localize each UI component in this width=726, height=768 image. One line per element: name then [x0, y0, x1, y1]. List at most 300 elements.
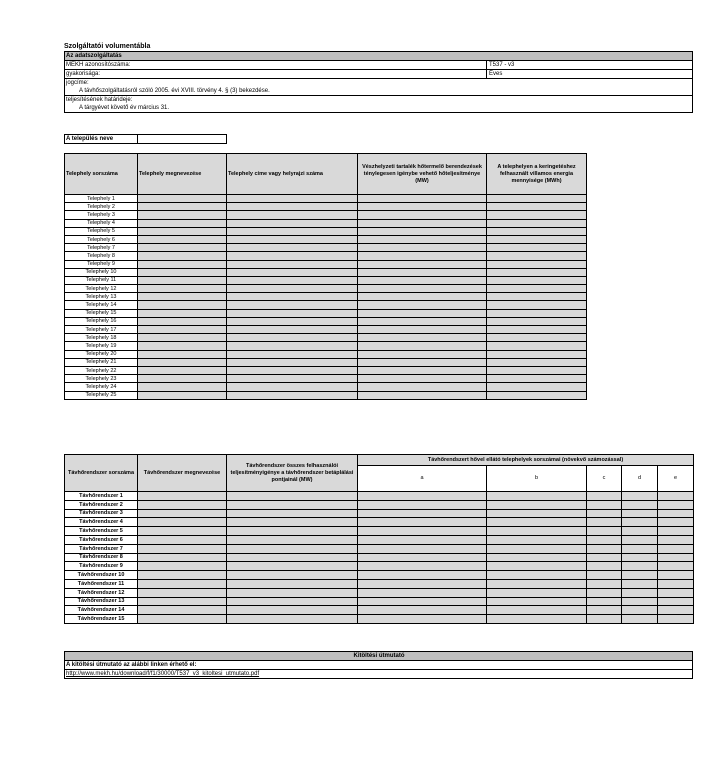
mekh-id-label: MEKH azonosítószáma: — [66, 62, 131, 68]
site-input-cell[interactable] — [358, 366, 487, 374]
col-circulation-energy: A telephelyen a keringetéshez felhasznált villamos energia mennyisége (MWh) — [487, 154, 587, 195]
site-number-cell: Telephely 24 — [65, 383, 138, 391]
system-input-cell[interactable] — [587, 535, 622, 544]
system-input-cell[interactable] — [487, 535, 587, 544]
system-input-cell[interactable] — [487, 544, 587, 553]
system-input-cell[interactable] — [622, 535, 658, 544]
system-number-cell: Távhőrendszer 14 — [65, 606, 138, 615]
system-number-cell: Távhőrendszer 4 — [65, 518, 138, 527]
site-number-cell: Telephely 7 — [65, 244, 138, 252]
site-input-cell[interactable] — [358, 358, 487, 366]
system-input-cell[interactable] — [138, 535, 227, 544]
system-input-cell[interactable] — [227, 571, 358, 580]
system-input-cell[interactable] — [658, 509, 694, 518]
site-input-cell[interactable] — [227, 285, 358, 293]
system-number-cell: Távhőrendszer 5 — [65, 527, 138, 536]
system-input-cell[interactable] — [587, 571, 622, 580]
system-input-cell[interactable] — [487, 518, 587, 527]
system-input-cell[interactable] — [358, 597, 487, 606]
site-input-cell[interactable] — [358, 383, 487, 391]
system-input-cell[interactable] — [658, 500, 694, 509]
system-row — [65, 597, 694, 606]
col-system-demand: Távhőrendszer összes felhasználói teljesítményigénye a távhőrendszer betáplálási pontjainál (MW) — [227, 455, 358, 492]
site-input-cell[interactable] — [487, 350, 587, 358]
site-row — [65, 211, 587, 219]
site-input-cell[interactable] — [358, 244, 487, 252]
system-input-cell[interactable] — [227, 518, 358, 527]
site-input-cell[interactable] — [487, 309, 587, 317]
system-input-cell[interactable] — [487, 597, 587, 606]
system-input-cell[interactable] — [658, 553, 694, 562]
frequency-value: Éves — [486, 70, 502, 78]
mekh-id-value: T537 - v3 — [486, 61, 514, 69]
system-input-cell[interactable] — [658, 518, 694, 527]
system-input-cell[interactable] — [622, 571, 658, 580]
site-input-cell[interactable] — [227, 227, 358, 235]
col-site-address: Telephely címe vagy helyrajzi száma — [227, 154, 358, 195]
site-number-cell: Telephely 18 — [65, 334, 138, 342]
system-number-cell: Távhőrendszer 11 — [65, 579, 138, 588]
site-row — [65, 260, 587, 268]
system-input-cell[interactable] — [587, 597, 622, 606]
site-row — [65, 326, 587, 334]
site-input-cell[interactable] — [138, 358, 227, 366]
system-input-cell[interactable] — [138, 571, 227, 580]
site-input-cell[interactable] — [138, 285, 227, 293]
site-number-cell: Telephely 17 — [65, 326, 138, 334]
system-input-cell[interactable] — [227, 588, 358, 597]
site-input-cell[interactable] — [487, 235, 587, 243]
site-input-cell[interactable] — [227, 203, 358, 211]
system-input-cell[interactable] — [622, 553, 658, 562]
system-input-cell[interactable] — [487, 553, 587, 562]
site-input-cell[interactable] — [138, 326, 227, 334]
system-input-cell[interactable] — [358, 500, 487, 509]
site-number-cell: Telephely 11 — [65, 276, 138, 284]
site-input-cell[interactable] — [227, 326, 358, 334]
system-input-cell[interactable] — [487, 588, 587, 597]
instructions-text: A kitöltési útmutató az alábbi linken érhető el: — [65, 661, 692, 670]
system-input-cell[interactable] — [227, 535, 358, 544]
site-row — [65, 309, 587, 317]
site-input-cell[interactable] — [138, 244, 227, 252]
system-input-cell[interactable] — [622, 492, 658, 501]
site-input-cell[interactable] — [358, 235, 487, 243]
site-number-cell: Telephely 13 — [65, 293, 138, 301]
site-number-cell: Telephely 6 — [65, 235, 138, 243]
system-input-cell[interactable] — [138, 606, 227, 615]
site-input-cell[interactable] — [487, 301, 587, 309]
site-row — [65, 383, 587, 391]
system-input-cell[interactable] — [358, 562, 487, 571]
site-number-cell: Telephely 21 — [65, 358, 138, 366]
system-input-cell[interactable] — [587, 579, 622, 588]
site-number-cell: Telephely 20 — [65, 350, 138, 358]
site-input-cell[interactable] — [487, 268, 587, 276]
info-block — [64, 51, 693, 113]
system-input-cell[interactable] — [358, 588, 487, 597]
system-input-cell[interactable] — [587, 518, 622, 527]
info-header: Az adatszolgáltatás — [65, 52, 692, 61]
system-row — [65, 527, 694, 536]
system-input-cell[interactable] — [227, 562, 358, 571]
site-input-cell[interactable] — [138, 211, 227, 219]
system-input-cell[interactable] — [358, 615, 487, 624]
sub-col-b: b — [487, 466, 587, 492]
site-row — [65, 285, 587, 293]
site-input-cell[interactable] — [487, 260, 587, 268]
system-input-cell[interactable] — [622, 509, 658, 518]
site-input-cell[interactable] — [138, 203, 227, 211]
site-input-cell[interactable] — [487, 293, 587, 301]
site-input-cell[interactable] — [138, 268, 227, 276]
sub-col-c: c — [587, 466, 622, 492]
site-input-cell[interactable] — [487, 276, 587, 284]
settlement-label: A település neve — [66, 136, 114, 142]
deadline-value: A tárgyévet követő év március 31. — [79, 105, 170, 111]
system-input-cell[interactable] — [658, 571, 694, 580]
site-input-cell[interactable] — [227, 260, 358, 268]
system-input-cell[interactable] — [622, 544, 658, 553]
site-row — [65, 203, 587, 211]
site-input-cell[interactable] — [138, 235, 227, 243]
system-number-cell: Távhőrendszer 15 — [65, 615, 138, 624]
site-input-cell[interactable] — [138, 342, 227, 350]
system-input-cell[interactable] — [358, 579, 487, 588]
sub-col-e: e — [658, 466, 694, 492]
site-input-cell[interactable] — [227, 219, 358, 227]
system-input-cell[interactable] — [138, 492, 227, 501]
site-row — [65, 375, 587, 383]
site-input-cell[interactable] — [227, 366, 358, 374]
system-input-cell[interactable] — [138, 588, 227, 597]
site-input-cell[interactable] — [138, 293, 227, 301]
system-input-cell[interactable] — [587, 492, 622, 501]
site-row — [65, 317, 587, 325]
site-input-cell[interactable] — [138, 252, 227, 260]
system-input-cell[interactable] — [487, 571, 587, 580]
system-input-cell[interactable] — [138, 579, 227, 588]
site-input-cell[interactable] — [227, 334, 358, 342]
site-input-cell[interactable] — [138, 366, 227, 374]
system-input-cell[interactable] — [138, 509, 227, 518]
system-input-cell[interactable] — [622, 527, 658, 536]
system-input-cell[interactable] — [658, 544, 694, 553]
site-input-cell[interactable] — [227, 268, 358, 276]
site-input-cell[interactable] — [487, 203, 587, 211]
legal-basis-label: jogcíme: — [66, 80, 89, 86]
system-input-cell[interactable] — [138, 553, 227, 562]
system-input-cell[interactable] — [227, 606, 358, 615]
system-input-cell[interactable] — [658, 579, 694, 588]
system-input-cell[interactable] — [622, 562, 658, 571]
site-row — [65, 350, 587, 358]
site-row — [65, 268, 587, 276]
site-row — [65, 235, 587, 243]
site-number-cell: Telephely 9 — [65, 260, 138, 268]
systems-header-row — [65, 455, 694, 466]
system-input-cell[interactable] — [227, 579, 358, 588]
system-row — [65, 544, 694, 553]
site-input-cell[interactable] — [227, 276, 358, 284]
system-input-cell[interactable] — [358, 535, 487, 544]
system-number-cell: Távhőrendszer 7 — [65, 544, 138, 553]
system-input-cell[interactable] — [622, 500, 658, 509]
system-input-cell[interactable] — [587, 562, 622, 571]
system-row — [65, 500, 694, 509]
system-input-cell[interactable] — [227, 615, 358, 624]
system-input-cell[interactable] — [358, 553, 487, 562]
system-input-cell[interactable] — [227, 553, 358, 562]
site-row — [65, 276, 587, 284]
site-input-cell[interactable] — [358, 260, 487, 268]
site-input-cell[interactable] — [358, 342, 487, 350]
system-input-cell[interactable] — [658, 492, 694, 501]
system-input-cell[interactable] — [622, 615, 658, 624]
mekh-id-row — [65, 61, 692, 70]
site-input-cell[interactable] — [487, 358, 587, 366]
site-input-cell[interactable] — [358, 219, 487, 227]
site-input-cell[interactable] — [487, 219, 587, 227]
site-row — [65, 301, 587, 309]
deadline-label: teljesítésének határideje: — [66, 97, 133, 103]
system-row — [65, 588, 694, 597]
system-input-cell[interactable] — [658, 606, 694, 615]
site-input-cell[interactable] — [358, 301, 487, 309]
site-input-cell[interactable] — [358, 227, 487, 235]
site-input-cell[interactable] — [487, 391, 587, 399]
col-system-name: Távhőrendszer megnevezése — [138, 455, 227, 492]
site-number-cell: Telephely 5 — [65, 227, 138, 235]
site-input-cell[interactable] — [487, 252, 587, 260]
site-input-cell[interactable] — [487, 342, 587, 350]
system-input-cell[interactable] — [227, 597, 358, 606]
site-input-cell[interactable] — [358, 203, 487, 211]
system-input-cell[interactable] — [622, 588, 658, 597]
system-input-cell[interactable] — [358, 571, 487, 580]
site-number-cell: Telephely 19 — [65, 342, 138, 350]
site-input-cell[interactable] — [227, 211, 358, 219]
site-input-cell[interactable] — [358, 309, 487, 317]
system-input-cell[interactable] — [138, 518, 227, 527]
site-input-cell[interactable] — [487, 195, 587, 203]
system-input-cell[interactable] — [587, 553, 622, 562]
system-input-cell[interactable] — [227, 544, 358, 553]
site-input-cell[interactable] — [227, 244, 358, 252]
site-input-cell[interactable] — [138, 375, 227, 383]
site-row — [65, 244, 587, 252]
system-input-cell[interactable] — [138, 527, 227, 536]
system-input-cell[interactable] — [622, 518, 658, 527]
system-input-cell[interactable] — [587, 509, 622, 518]
site-number-cell: Telephely 23 — [65, 375, 138, 383]
site-number-cell: Telephely 22 — [65, 366, 138, 374]
site-input-cell[interactable] — [487, 285, 587, 293]
site-input-cell[interactable] — [487, 383, 587, 391]
frequency-label: gyakorisága: — [66, 71, 101, 77]
system-number-cell: Távhőrendszer 9 — [65, 562, 138, 571]
col-system-number: Távhőrendszer sorszáma — [65, 455, 138, 492]
system-input-cell[interactable] — [658, 535, 694, 544]
site-input-cell[interactable] — [138, 317, 227, 325]
site-input-cell[interactable] — [487, 375, 587, 383]
system-number-cell: Távhőrendszer 13 — [65, 597, 138, 606]
col-site-number: Telephely sorszáma — [65, 154, 138, 195]
system-input-cell[interactable] — [358, 544, 487, 553]
settlement-input[interactable] — [137, 135, 226, 143]
sub-col-d: d — [622, 466, 658, 492]
system-input-cell[interactable] — [487, 492, 587, 501]
system-input-cell[interactable] — [658, 597, 694, 606]
site-number-cell: Telephely 16 — [65, 317, 138, 325]
system-input-cell[interactable] — [587, 615, 622, 624]
site-input-cell[interactable] — [487, 211, 587, 219]
site-number-cell: Telephely 25 — [65, 391, 138, 399]
site-row — [65, 195, 587, 203]
system-input-cell[interactable] — [587, 588, 622, 597]
system-input-cell[interactable] — [658, 562, 694, 571]
system-row — [65, 615, 694, 624]
sub-col-a: a — [358, 466, 487, 492]
system-row — [65, 606, 694, 615]
site-input-cell[interactable] — [138, 391, 227, 399]
system-input-cell[interactable] — [487, 527, 587, 536]
site-input-cell[interactable] — [358, 375, 487, 383]
system-input-cell[interactable] — [622, 597, 658, 606]
system-input-cell[interactable] — [587, 606, 622, 615]
site-input-cell[interactable] — [358, 391, 487, 399]
site-number-cell: Telephely 4 — [65, 219, 138, 227]
site-input-cell[interactable] — [227, 317, 358, 325]
system-input-cell[interactable] — [487, 606, 587, 615]
site-input-cell[interactable] — [358, 350, 487, 358]
site-input-cell[interactable] — [138, 276, 227, 284]
site-row — [65, 391, 587, 399]
system-input-cell[interactable] — [138, 597, 227, 606]
system-input-cell[interactable] — [487, 579, 587, 588]
site-input-cell[interactable] — [138, 350, 227, 358]
system-row — [65, 553, 694, 562]
legal-basis-value: A távhőszolgáltatásról szóló 2005. évi XVIII. törvény 4. § (3) bekezdése. — [65, 87, 692, 96]
site-input-cell[interactable] — [138, 227, 227, 235]
system-input-cell[interactable] — [227, 527, 358, 536]
site-row — [65, 293, 587, 301]
site-input-cell[interactable] — [138, 383, 227, 391]
site-input-cell[interactable] — [227, 293, 358, 301]
site-input-cell[interactable] — [227, 350, 358, 358]
site-input-cell[interactable] — [138, 334, 227, 342]
site-input-cell[interactable] — [358, 211, 487, 219]
site-input-cell[interactable] — [138, 219, 227, 227]
site-input-cell[interactable] — [358, 195, 487, 203]
site-input-cell[interactable] — [227, 358, 358, 366]
system-number-cell: Távhőrendszer 3 — [65, 509, 138, 518]
site-input-cell[interactable] — [227, 309, 358, 317]
instructions-link[interactable]: http://www.mekh.hu/download/f/f1/30000/T537_v3_kitoltesi_utmutato.pdf — [66, 671, 260, 677]
system-input-cell[interactable] — [358, 509, 487, 518]
site-input-cell[interactable] — [138, 301, 227, 309]
system-input-cell[interactable] — [358, 527, 487, 536]
site-number-cell: Telephely 3 — [65, 211, 138, 219]
site-row — [65, 358, 587, 366]
site-input-cell[interactable] — [358, 326, 487, 334]
site-input-cell[interactable] — [358, 317, 487, 325]
site-input-cell[interactable] — [487, 366, 587, 374]
instructions-link-row — [65, 670, 692, 678]
site-input-cell[interactable] — [487, 227, 587, 235]
system-number-cell: Távhőrendszer 10 — [65, 571, 138, 580]
site-input-cell[interactable] — [227, 235, 358, 243]
site-input-cell[interactable] — [358, 285, 487, 293]
system-input-cell[interactable] — [587, 500, 622, 509]
site-input-cell[interactable] — [227, 342, 358, 350]
site-number-cell: Telephely 10 — [65, 268, 138, 276]
system-input-cell[interactable] — [487, 615, 587, 624]
site-input-cell[interactable] — [227, 383, 358, 391]
system-input-cell[interactable] — [622, 606, 658, 615]
system-input-cell[interactable] — [487, 500, 587, 509]
system-input-cell[interactable] — [138, 562, 227, 571]
site-number-cell: Telephely 12 — [65, 285, 138, 293]
site-input-cell[interactable] — [227, 301, 358, 309]
site-input-cell[interactable] — [358, 276, 487, 284]
system-number-cell: Távhőrendszer 6 — [65, 535, 138, 544]
site-input-cell[interactable] — [487, 326, 587, 334]
system-input-cell[interactable] — [487, 509, 587, 518]
system-input-cell[interactable] — [138, 615, 227, 624]
site-row — [65, 342, 587, 350]
system-input-cell[interactable] — [358, 606, 487, 615]
col-supplying-sites: Távhőrendszert hővel ellátó telephelyek sorszámai (növekvő számozással) — [358, 455, 694, 466]
system-input-cell[interactable] — [138, 544, 227, 553]
system-row — [65, 571, 694, 580]
system-row — [65, 579, 694, 588]
system-number-cell: Távhőrendszer 1 — [65, 492, 138, 501]
system-input-cell[interactable] — [658, 588, 694, 597]
system-number-cell: Távhőrendszer 8 — [65, 553, 138, 562]
site-input-cell[interactable] — [358, 334, 487, 342]
system-input-cell[interactable] — [658, 615, 694, 624]
site-input-cell[interactable] — [138, 309, 227, 317]
site-input-cell[interactable] — [227, 195, 358, 203]
system-input-cell[interactable] — [487, 562, 587, 571]
system-input-cell[interactable] — [358, 492, 487, 501]
system-input-cell[interactable] — [622, 579, 658, 588]
site-input-cell[interactable] — [358, 293, 487, 301]
site-number-cell: Telephely 14 — [65, 301, 138, 309]
system-input-cell[interactable] — [658, 527, 694, 536]
system-input-cell[interactable] — [227, 500, 358, 509]
system-input-cell[interactable] — [587, 544, 622, 553]
system-input-cell[interactable] — [358, 518, 487, 527]
site-input-cell[interactable] — [358, 268, 487, 276]
system-input-cell[interactable] — [227, 492, 358, 501]
system-input-cell[interactable] — [138, 500, 227, 509]
site-row — [65, 219, 587, 227]
system-input-cell[interactable] — [587, 527, 622, 536]
site-input-cell[interactable] — [487, 334, 587, 342]
site-input-cell[interactable] — [358, 252, 487, 260]
site-input-cell[interactable] — [227, 252, 358, 260]
instructions-header: Kitöltési útmutató — [65, 652, 692, 661]
site-input-cell[interactable] — [227, 375, 358, 383]
site-input-cell[interactable] — [138, 260, 227, 268]
site-input-cell[interactable] — [138, 195, 227, 203]
site-input-cell[interactable] — [487, 244, 587, 252]
system-input-cell[interactable] — [227, 509, 358, 518]
site-input-cell[interactable] — [487, 317, 587, 325]
site-input-cell[interactable] — [227, 391, 358, 399]
